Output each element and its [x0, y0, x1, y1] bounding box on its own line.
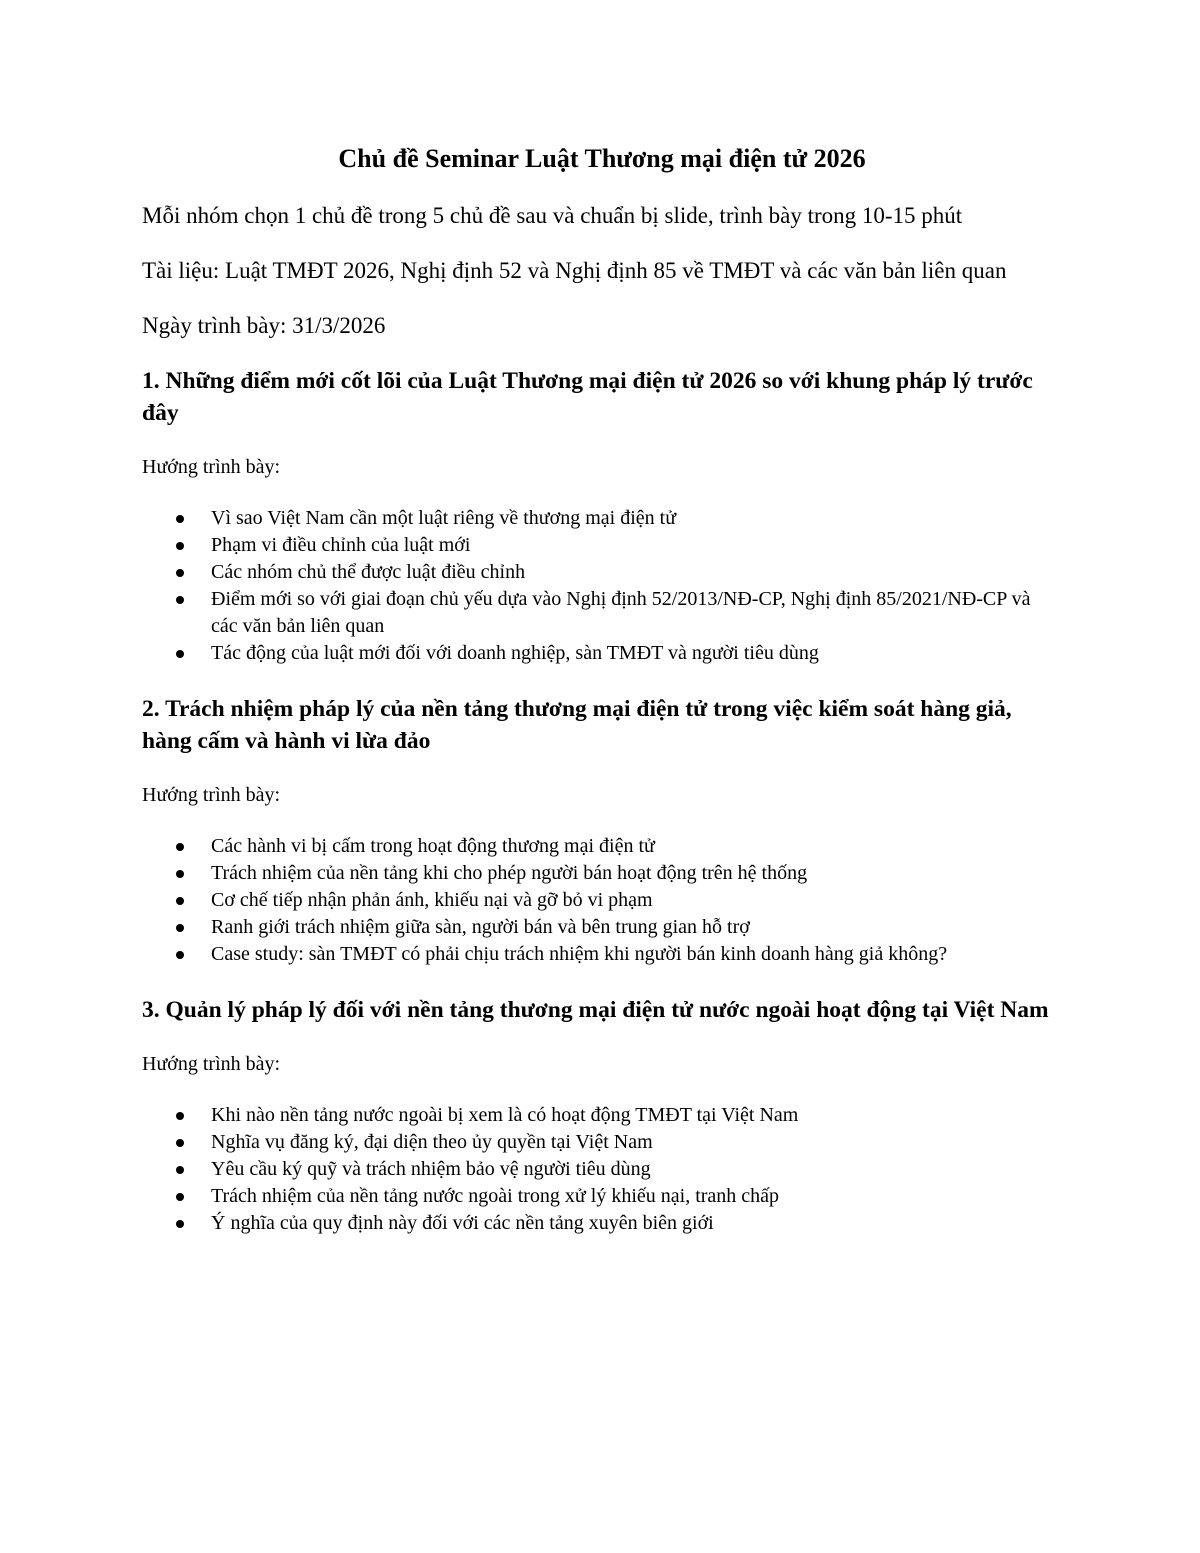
bullet-dot-icon — [176, 924, 184, 932]
intro-instruction: Mỗi nhóm chọn 1 chủ đề trong 5 chủ đề sau và chuẩn bị slide, trình bày trong 10-15 phút — [142, 203, 963, 228]
topic-section-1 — [142, 365, 1062, 667]
section-guide-label: Hướng trình bày: — [142, 784, 281, 806]
bullet-dot-icon — [176, 1166, 184, 1174]
bullet-item — [142, 1183, 1062, 1210]
intro-materials: Tài liệu: Luật TMĐT 2026, Nghị định 52 và Nghị định 85 về TMĐT và các văn bản liên quan — [142, 258, 1007, 283]
bullet-item — [142, 914, 1062, 941]
section-heading: 3. Quản lý pháp lý đối với nền tảng thương mại điện tử nước ngoài hoạt động tại Việt Nam — [142, 997, 1049, 1023]
bullet-item — [142, 860, 1062, 887]
bullet-text: Tác động của luật mới đối với doanh nghiệp, sàn TMĐT và người tiêu dùng — [211, 642, 819, 664]
topic-section-3 — [142, 994, 1062, 1237]
bullet-item — [142, 1102, 1062, 1129]
bullet-item — [142, 532, 1062, 559]
bullet-dot-icon — [176, 1112, 184, 1120]
bullet-text: Điểm mới so với giai đoạn chủ yếu dựa vào Nghị định 52/2013/NĐ-CP, Nghị định 85/2021/NĐ-CP và các văn bản liên quan — [211, 588, 1031, 637]
bullet-text: Ý nghĩa của quy định này đối với các nền tảng xuyên biên giới — [211, 1212, 714, 1234]
bullet-item — [142, 1129, 1062, 1156]
bullet-text: Trách nhiệm của nền tảng khi cho phép người bán hoạt động trên hệ thống — [211, 862, 808, 884]
bullet-dot-icon — [176, 843, 184, 851]
bullet-dot-icon — [176, 1220, 184, 1228]
bullet-item — [142, 941, 1062, 968]
bullet-item — [142, 586, 1062, 640]
document-page — [142, 140, 1062, 1263]
topic-section-2 — [142, 693, 1062, 968]
bullet-text: Cơ chế tiếp nhận phản ánh, khiếu nại và gỡ bỏ vi phạm — [211, 889, 653, 911]
intro-presentation-date: Ngày trình bày: 31/3/2026 — [142, 313, 386, 338]
bullet-list — [142, 1102, 1062, 1237]
bullet-list — [142, 505, 1062, 667]
bullet-dot-icon — [176, 569, 184, 577]
section-heading: 2. Trách nhiệm pháp lý của nền tảng thương mại điện tử trong việc kiểm soát hàng giả, hàng cấm và hành vi lừa đảo — [142, 696, 1012, 754]
bullet-item — [142, 505, 1062, 532]
bullet-dot-icon — [176, 951, 184, 959]
bullet-text: Nghĩa vụ đăng ký, đại diện theo ủy quyền tại Việt Nam — [211, 1131, 653, 1153]
bullet-text: Các nhóm chủ thể được luật điều chỉnh — [211, 561, 526, 583]
bullet-text: Trách nhiệm của nền tảng nước ngoài trong xử lý khiếu nại, tranh chấp — [211, 1185, 780, 1207]
section-heading: 1. Những điểm mới cốt lõi của Luật Thương mại điện tử 2026 so với khung pháp lý trước đây — [142, 368, 1033, 426]
bullet-item — [142, 559, 1062, 586]
bullet-dot-icon — [176, 1193, 184, 1201]
bullet-text: Khi nào nền tảng nước ngoài bị xem là có hoạt động TMĐT tại Việt Nam — [211, 1104, 799, 1126]
bullet-item — [142, 833, 1062, 860]
section-guide-label: Hướng trình bày: — [142, 456, 281, 478]
bullet-text: Case study: sàn TMĐT có phải chịu trách nhiệm khi người bán kinh doanh hàng giả không? — [211, 943, 948, 965]
bullet-item — [142, 887, 1062, 914]
section-guide-label: Hướng trình bày: — [142, 1053, 281, 1075]
bullet-dot-icon — [176, 897, 184, 905]
bullet-dot-icon — [176, 515, 184, 523]
document-title: Chủ đề Seminar Luật Thương mại điện tử 2026 — [338, 144, 866, 173]
bullet-dot-icon — [176, 650, 184, 658]
bullet-text: Ranh giới trách nhiệm giữa sàn, người bán và bên trung gian hỗ trợ — [211, 916, 750, 938]
bullet-text: Vì sao Việt Nam cần một luật riêng về thương mại điện tử — [211, 507, 677, 529]
bullet-item — [142, 1210, 1062, 1237]
bullet-dot-icon — [176, 870, 184, 878]
bullet-text: Phạm vi điều chỉnh của luật mới — [211, 534, 471, 556]
bullet-dot-icon — [176, 1139, 184, 1147]
bullet-dot-icon — [176, 542, 184, 550]
bullet-item — [142, 640, 1062, 667]
bullet-item — [142, 1156, 1062, 1183]
bullet-dot-icon — [176, 596, 184, 604]
bullet-list — [142, 833, 1062, 968]
bullet-text: Yêu cầu ký quỹ và trách nhiệm bảo vệ người tiêu dùng — [211, 1158, 651, 1180]
bullet-text: Các hành vi bị cấm trong hoạt động thương mại điện tử — [211, 835, 655, 857]
